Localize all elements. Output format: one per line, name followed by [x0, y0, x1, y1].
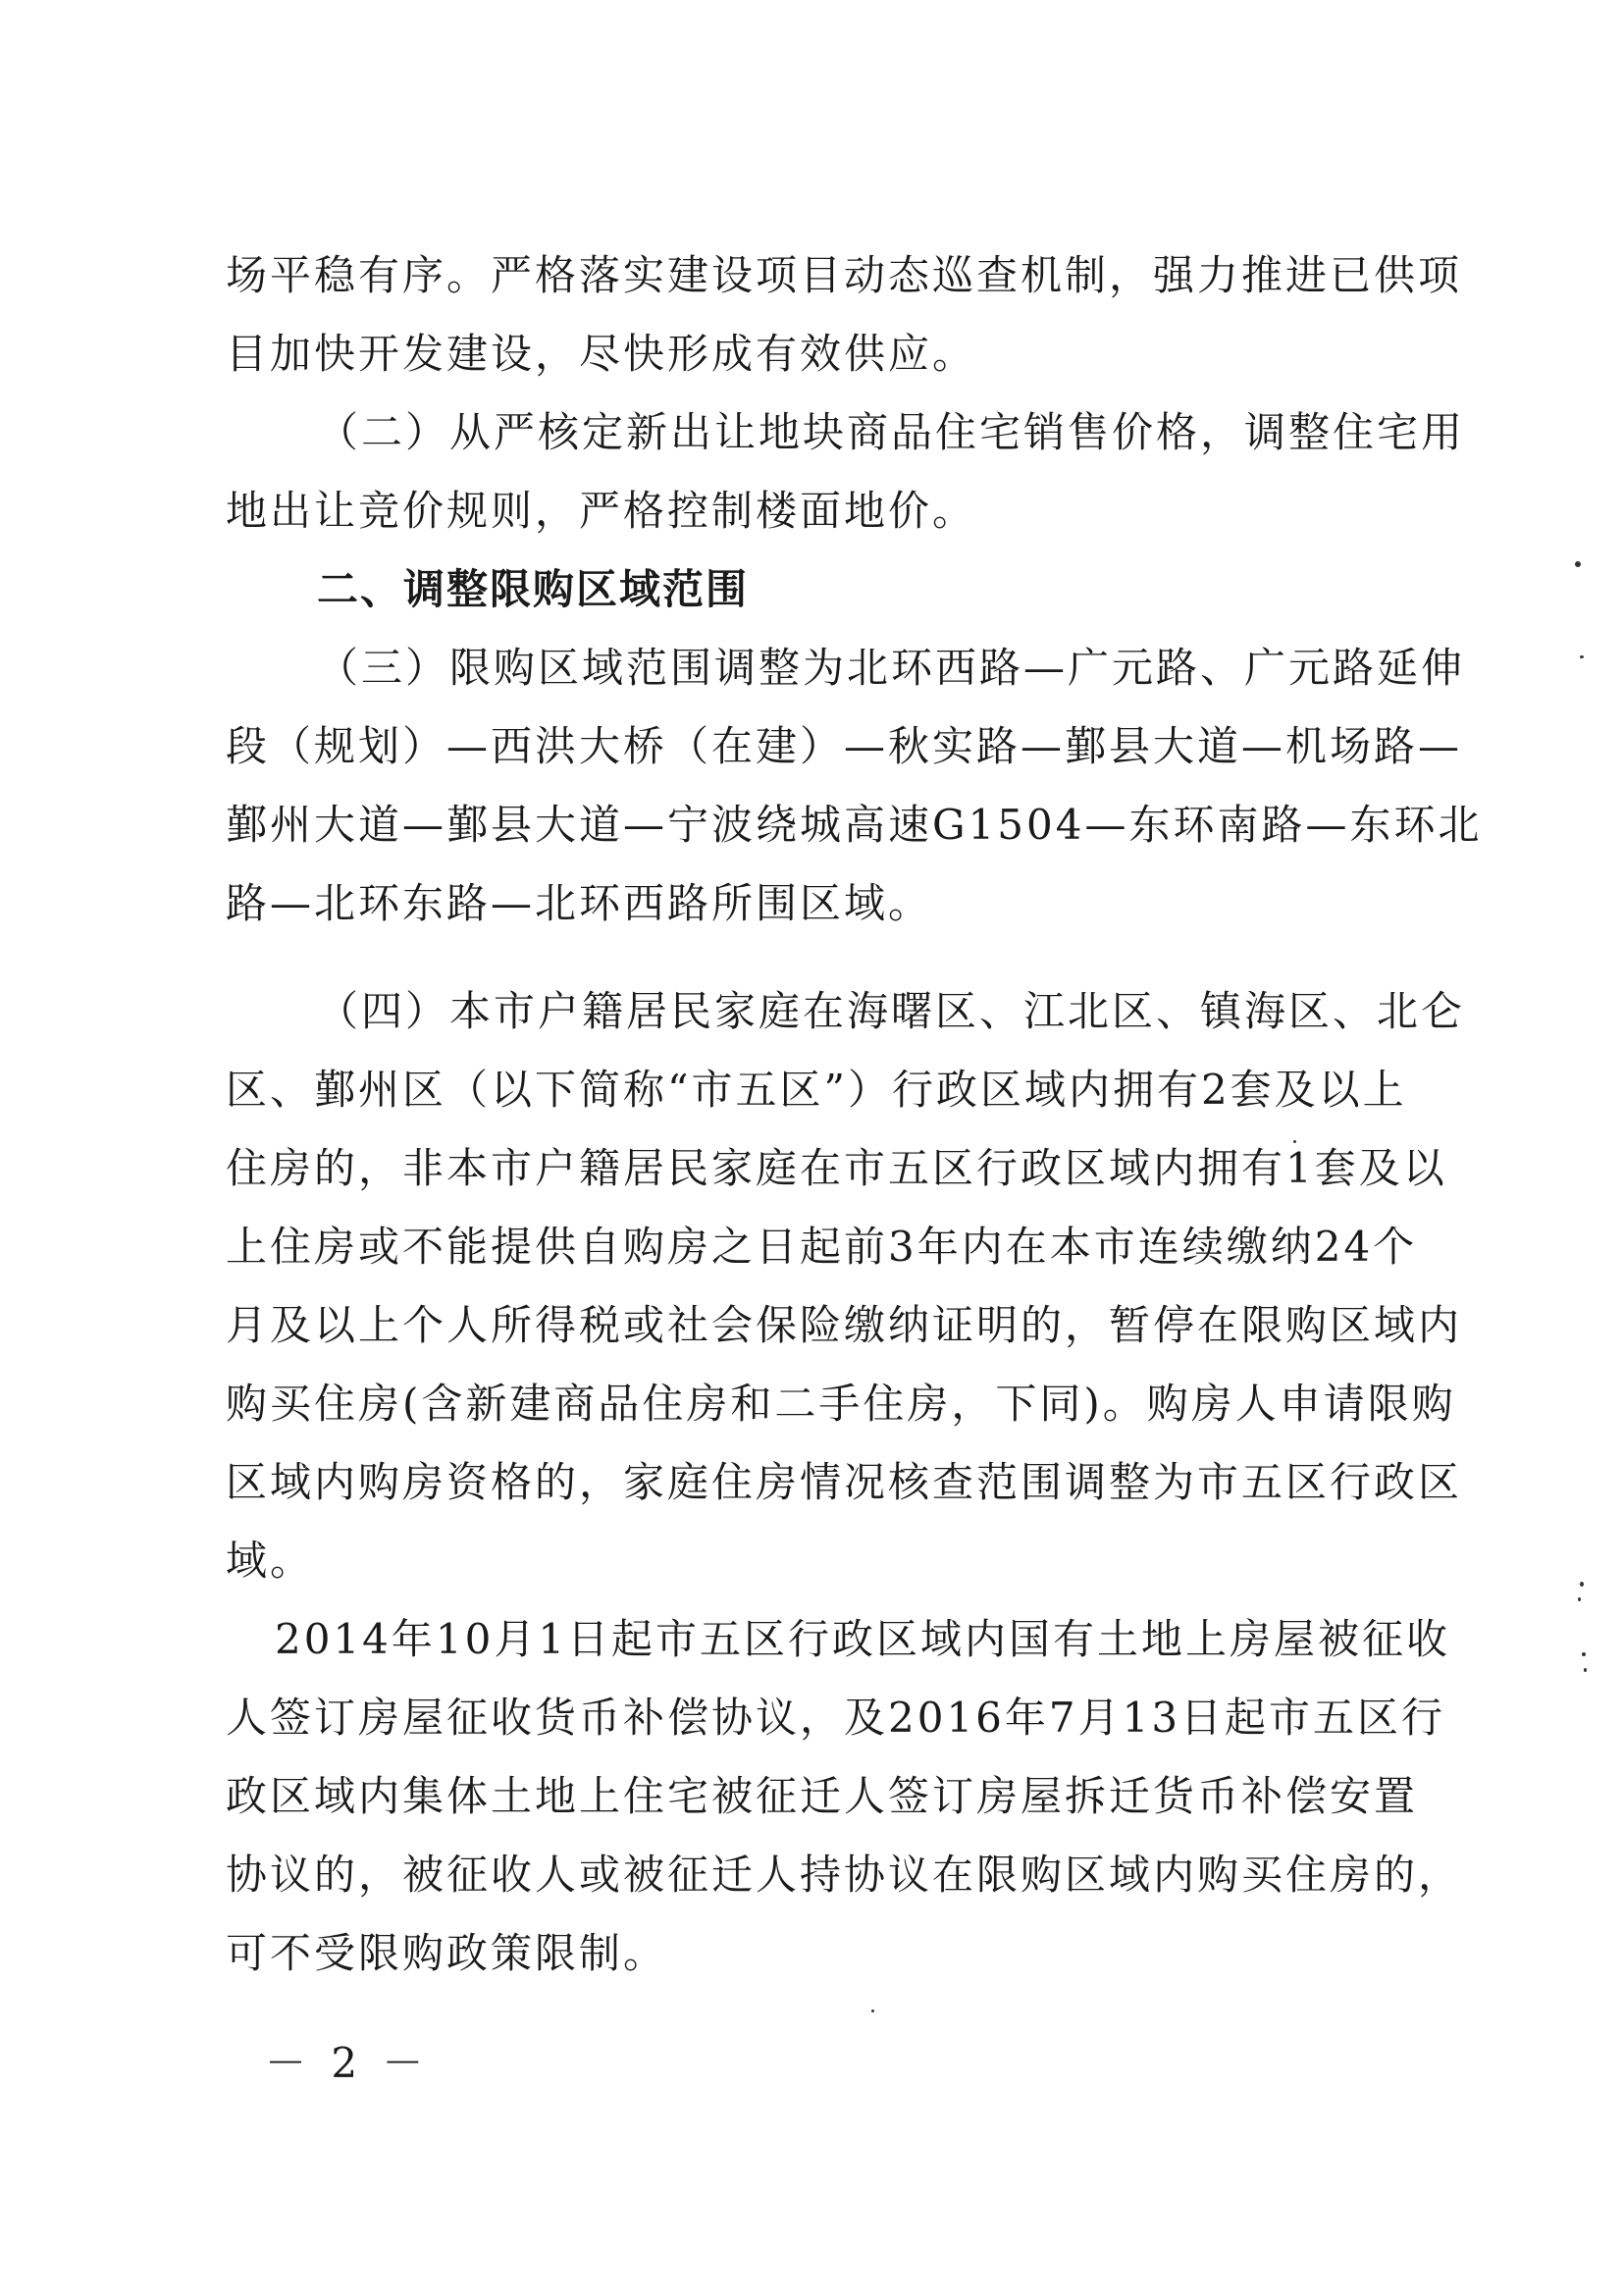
paragraph-4-line-3: 住房的，非本市户籍居民家庭在市五区行政区域内拥有1套及以	[226, 1144, 1447, 1192]
paragraph-3-line-2: 段（规划）—西洪大桥（在建）—秋实路—鄞县大道—机场路—	[226, 722, 1463, 770]
paragraph-4-line-5: 月及以上个人所得税或社会保险缴纳证明的，暂停在限购区域内	[226, 1301, 1463, 1349]
paragraph-5-line-4: 协议的，被征收人或被征迁人持协议在限购区域内购买住房的，	[226, 1851, 1463, 1899]
paragraph-2-line-1: （二）从严核定新出让地块商品住宅销售价格，调整住宅用	[317, 408, 1466, 456]
scan-speck	[1575, 561, 1581, 567]
scan-speck	[1580, 1582, 1584, 1587]
scan-speck	[1578, 1597, 1581, 1601]
paragraph-5-line-3: 政区域内集体土地上住宅被征迁人签订房屋拆迁货币补偿安置	[226, 1772, 1419, 1820]
text-line-2: 目加快开发建设，尽快形成有效供应。	[226, 330, 977, 378]
section-heading: 二、调整限购区域范围	[317, 565, 750, 613]
paragraph-4-line-7: 区域内购房资格的，家庭住房情况核查范围调整为市五区行政区	[226, 1458, 1463, 1506]
paragraph-5-line-5: 可不受限购政策限制。	[226, 1929, 668, 1977]
paragraph-2-line-2: 地出让竞价规则，严格控制楼面地价。	[226, 487, 977, 535]
paragraph-4-line-1: （四）本市户籍居民家庭在海曙区、江北区、镇海区、北仑	[317, 987, 1466, 1035]
paragraph-5-line-1: 2014年10月1日起市五区行政区域内国有土地上房屋被征收	[275, 1615, 1451, 1663]
paragraph-3-line-4: 路—北环东路—北环西路所围区域。	[226, 879, 933, 927]
scan-speck	[871, 2009, 874, 2012]
text-line-1: 场平稳有序。严格落实建设项目动态巡查机制，强力推进已供项	[226, 251, 1463, 299]
paragraph-4-line-6: 购买住房(含新建商品住房和二手住房，下同)。购房人申请限购	[226, 1380, 1456, 1428]
paragraph-4-line-2: 区、鄞州区（以下简称“市五区”）行政区域内拥有2套及以上	[226, 1066, 1407, 1114]
paragraph-4-line-8: 域。	[226, 1537, 315, 1585]
paragraph-4-line-4: 上住房或不能提供自购房之日起前3年内在本市连续缴纳24个	[226, 1223, 1418, 1271]
scan-speck	[1584, 1668, 1587, 1672]
scan-speck	[1582, 1652, 1586, 1656]
page-number: － 2 －	[265, 2039, 430, 2087]
scan-speck	[1580, 655, 1584, 658]
paragraph-5-line-2: 人签订房屋征收货币补偿协议，及2016年7月13日起市五区行	[226, 1694, 1446, 1742]
paragraph-3-line-1: （三）限购区域范围调整为北环西路—广元路、广元路延伸	[317, 644, 1466, 692]
paragraph-3-line-3: 鄞州大道—鄞县大道—宁波绕城高速G1504—东环南路—东环北	[226, 801, 1483, 849]
scan-speck	[1293, 1140, 1296, 1143]
